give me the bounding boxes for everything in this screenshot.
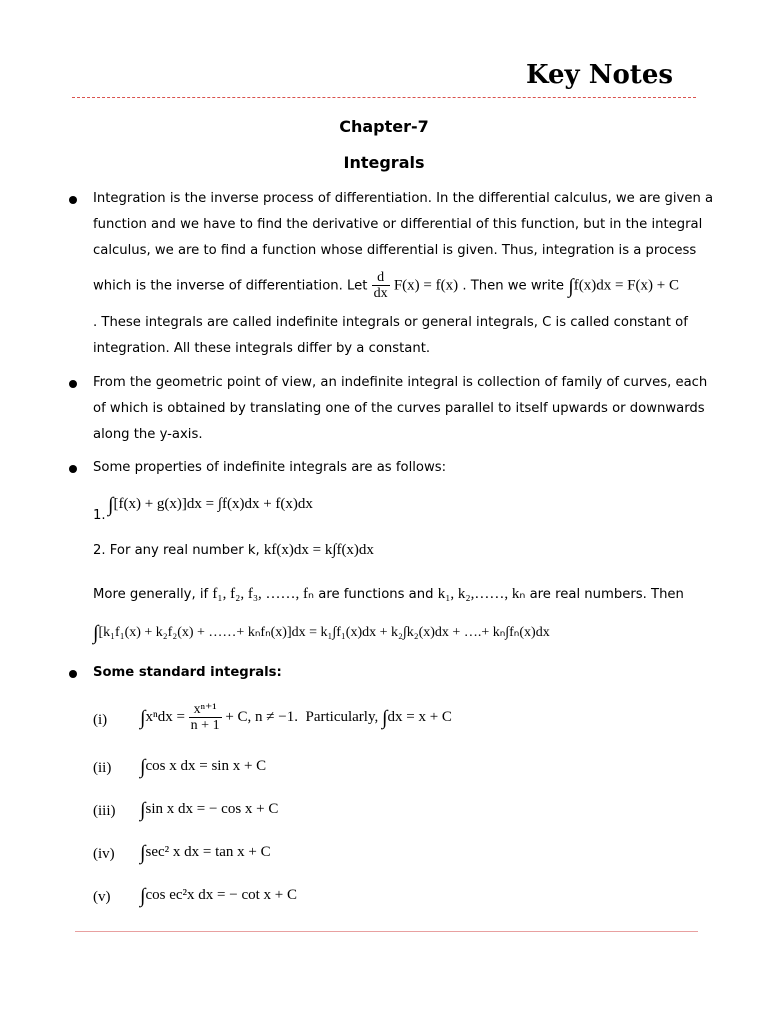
general-text-b: are functions and: [318, 587, 434, 602]
chapter-heading: Chapter-7: [339, 117, 429, 136]
std-item-equation: [140, 842, 271, 865]
bullet1-line4-text: which is the inverse of differentiation. Let: [93, 278, 368, 294]
integral-sign: ∫: [140, 885, 146, 907]
bullet-dot: [69, 465, 77, 473]
equation: F(x) = f(x): [393, 277, 459, 294]
bullet2-line1: From the geometric point of view, an indefinite integral is collection of family of curves, each: [93, 375, 708, 390]
general-equation: [93, 622, 550, 645]
derivative-fraction: [372, 270, 390, 301]
integral-sign: ∫: [568, 275, 574, 298]
bullet2-line2: of which is obtained by translating one of the curves parallel to itself upwards or downwards: [93, 401, 705, 416]
property2-line: [93, 542, 374, 559]
bullet1-line3: calculus, we are to find a function whose differential is given. Thus, integration is a process: [93, 243, 697, 258]
integral-sign: ∫: [140, 706, 146, 729]
general-line: [93, 584, 684, 603]
property2-text: 2. For any real number k,: [93, 543, 260, 558]
frac-den: n + 1: [190, 718, 220, 733]
standard-integrals-heading: Some standard integrals:: [93, 665, 282, 680]
std-item-label: (i): [93, 712, 108, 728]
integral-sign: ∫: [93, 622, 99, 644]
power-fraction: [189, 702, 222, 733]
footer-divider: [75, 931, 698, 932]
bullet-dot: [69, 380, 77, 388]
header-title: Key Notes: [525, 60, 673, 90]
std-item-equation: [140, 702, 452, 733]
frac-num: xⁿ⁺¹: [189, 702, 222, 718]
std-item-label: (v): [93, 889, 111, 905]
equation: sec² x dx = tan x + C: [145, 844, 271, 860]
general-text-c: are real numbers. Then: [529, 587, 684, 602]
integral-sign: ∫: [108, 494, 114, 516]
equation: + C, n ≠ −1.: [225, 708, 298, 725]
std-item-equation: [140, 799, 278, 822]
std-item-label: (ii): [93, 760, 112, 776]
particularly-text: Particularly,: [305, 708, 379, 725]
std-item-label: (iii): [93, 803, 116, 819]
frac-den: dx: [373, 286, 388, 301]
equation: dx = x + C: [387, 708, 452, 725]
equation: sin x dx = − cos x + C: [145, 801, 279, 817]
equation: f(x)dx = F(x) + C: [573, 277, 679, 294]
bullet1-line6: integration. All these integrals differ by a constant.: [93, 341, 431, 356]
bullet1-line4: [93, 270, 679, 301]
bullet1-line5: . These integrals are called indefinite integrals or general integrals, C is called constant of: [93, 315, 688, 330]
bullet2-line3: along the y-axis.: [93, 427, 203, 442]
topic-heading: Integrals: [343, 153, 425, 172]
bullet1-line2: function and we have to find the derivative or differential of this function, but in the integral: [93, 217, 703, 232]
function-list: f₁, f₂, f₃, ……, fₙ: [212, 586, 315, 602]
bullet-dot: [69, 670, 77, 678]
integral-sign: ∫: [140, 799, 146, 821]
equation: xⁿdx =: [145, 708, 185, 725]
equation: [f(x) + g(x)]dx = ∫f(x)dx + f(x)dx: [113, 496, 313, 512]
integral-sign: ∫: [382, 706, 388, 729]
general-text-a: More generally, if: [93, 587, 209, 602]
integral-sign: ∫: [140, 756, 146, 778]
bullet-dot: [69, 196, 77, 204]
equation: [k₁f₁(x) + k₂f₂(x) + ……+ kₙfₙ(x)]dx = k₁∫f₁(x)dx + k₂∫k₂(x)dx + ….+ kₙ∫fₙ(x)dx: [98, 625, 550, 640]
equation: kf(x)dx = k∫f(x)dx: [263, 542, 374, 558]
bullet1-line1: Integration is the inverse process of differentiation. In the differential calculus, we are given a: [93, 191, 714, 206]
property1-equation: [108, 494, 313, 517]
bullet3-intro: Some properties of indefinite integrals are as follows:: [93, 460, 447, 475]
std-item-label: (iv): [93, 846, 115, 862]
integral-sign: ∫: [140, 842, 146, 864]
bullet1-line4-text2: . Then we write: [462, 278, 565, 294]
equation: cos ec²x dx = − cot x + C: [145, 887, 298, 903]
std-item-equation: [140, 756, 266, 779]
constant-list: k₁, k₂,……, kₙ: [437, 586, 526, 602]
property1-number: 1.: [93, 508, 106, 523]
std-item-equation: [140, 885, 297, 908]
equation: cos x dx = sin x + C: [145, 758, 267, 774]
header-divider: [72, 97, 696, 98]
frac-num: d: [372, 270, 390, 286]
